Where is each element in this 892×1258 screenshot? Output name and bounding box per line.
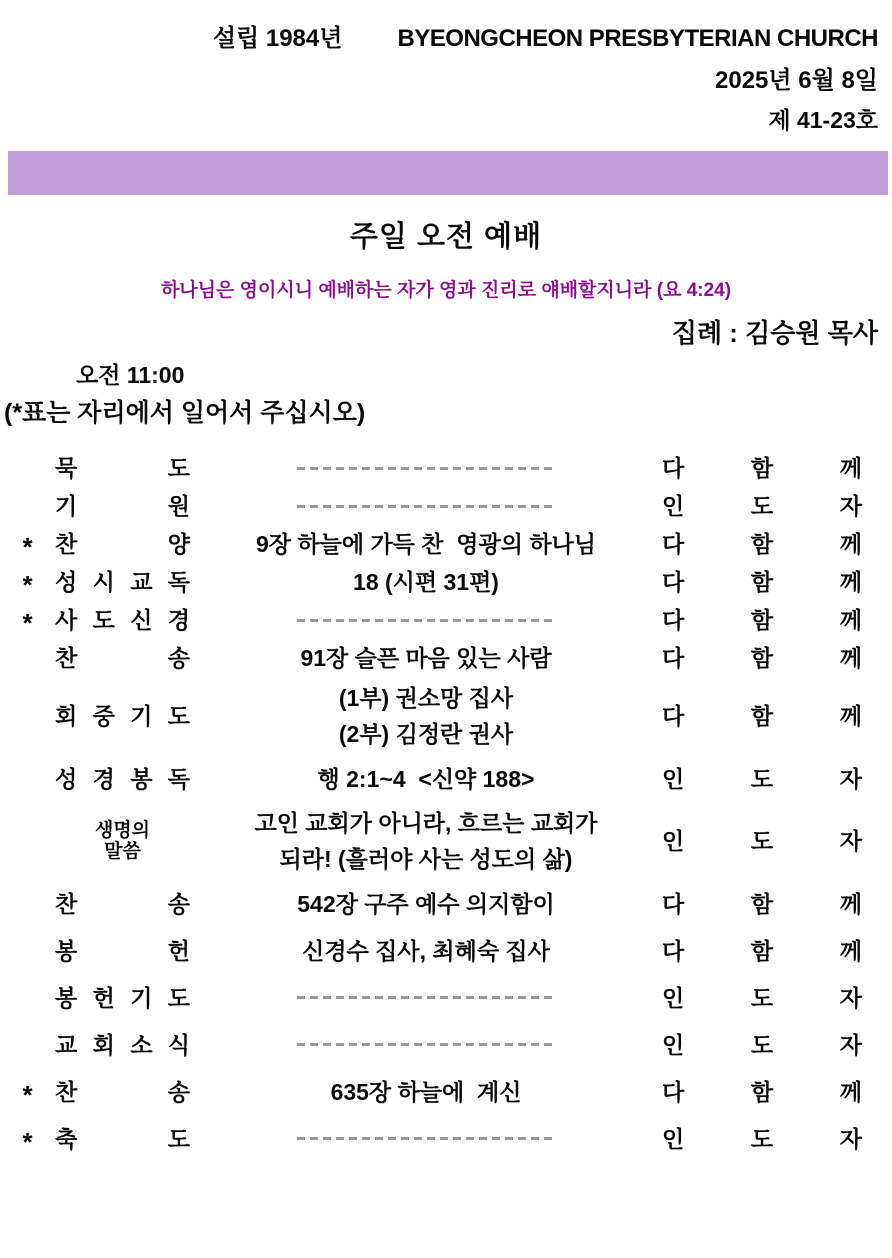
order-item-label bbox=[55, 1125, 190, 1153]
order-item-content bbox=[190, 805, 662, 877]
leader-char: 께 bbox=[839, 937, 862, 964]
leader-char: 자 bbox=[839, 1031, 862, 1058]
order-row bbox=[0, 1068, 892, 1115]
label-char: 회 bbox=[55, 703, 78, 729]
label-char: 시 bbox=[92, 569, 115, 595]
order-row bbox=[0, 487, 892, 525]
order-item-content bbox=[190, 933, 662, 969]
order-row bbox=[0, 1021, 892, 1068]
order-item-leader bbox=[662, 454, 862, 482]
order-row bbox=[0, 880, 892, 927]
order-item-label bbox=[55, 492, 190, 520]
label-char: 봉 bbox=[130, 765, 153, 792]
label-line: 생명의 bbox=[94, 820, 151, 841]
worship-order-table bbox=[0, 449, 892, 1162]
label-line bbox=[55, 765, 190, 793]
leader-char: 함 bbox=[750, 455, 774, 481]
order-item-leader bbox=[662, 606, 862, 634]
label-line: 말씀 bbox=[104, 841, 141, 862]
order-item-content bbox=[190, 886, 662, 922]
leader-char: 도 bbox=[750, 1031, 774, 1058]
label-char: 독 bbox=[167, 765, 190, 792]
order-item-content bbox=[190, 619, 662, 622]
label-char: 찬 bbox=[55, 890, 78, 917]
issue-date: 2025년 6월 8일 bbox=[715, 67, 878, 94]
order-item-label bbox=[55, 530, 190, 558]
label-char: 식 bbox=[167, 1031, 190, 1058]
leader-char: 자 bbox=[839, 1125, 862, 1152]
issue-number: 제 41-23호 bbox=[768, 107, 878, 133]
label-char: 도 bbox=[167, 984, 190, 1011]
stand-marker bbox=[0, 655, 55, 661]
stand-marker bbox=[0, 465, 55, 471]
order-item-leader bbox=[662, 702, 862, 730]
leader-char: 께 bbox=[839, 890, 862, 917]
order-item-label bbox=[55, 702, 190, 730]
order-item-leader bbox=[662, 492, 862, 520]
leader-char: 자 bbox=[839, 828, 862, 854]
label-char: 송 bbox=[167, 1078, 190, 1105]
order-row bbox=[0, 525, 892, 563]
label-char: 도 bbox=[167, 1125, 190, 1152]
content-line: 되라! (흘러야 사는 성도의 삶) bbox=[279, 846, 573, 872]
content-line: 542장 구주 예수 의지함이 bbox=[297, 890, 555, 917]
order-row bbox=[0, 974, 892, 1021]
order-item-leader bbox=[662, 827, 862, 855]
stand-marker: * bbox=[22, 1126, 33, 1157]
label-char: 교 bbox=[130, 569, 153, 595]
dashed-leader-line bbox=[297, 467, 555, 470]
leader-char: 도 bbox=[750, 984, 774, 1011]
label-char: 찬 bbox=[55, 531, 78, 557]
order-item-label bbox=[55, 454, 190, 482]
order-row bbox=[0, 755, 892, 802]
leader-char: 도 bbox=[750, 1125, 774, 1152]
label-line bbox=[55, 890, 190, 918]
order-item-leader bbox=[662, 984, 862, 1012]
order-item-content bbox=[190, 1043, 662, 1046]
stand-marker bbox=[0, 1042, 55, 1048]
order-row bbox=[0, 563, 892, 601]
label-line bbox=[55, 568, 190, 596]
leader-char: 함 bbox=[750, 937, 774, 964]
content-line: 18 (시편 31편) bbox=[353, 569, 499, 595]
leader-char: 다 bbox=[662, 703, 685, 729]
leader-char: 함 bbox=[750, 703, 774, 729]
label-char: 송 bbox=[167, 890, 190, 917]
order-row bbox=[0, 927, 892, 974]
stand-marker: * bbox=[22, 532, 33, 562]
order-item-leader bbox=[662, 568, 862, 596]
label-char: 원 bbox=[167, 493, 190, 519]
label-char: 독 bbox=[167, 569, 190, 595]
stand-note: (*표는 자리에서 일어서 주십시오) bbox=[4, 399, 366, 427]
order-item-content bbox=[190, 1137, 662, 1140]
order-item-content bbox=[190, 761, 662, 797]
leader-char: 도 bbox=[750, 828, 774, 854]
order-item-leader bbox=[662, 1125, 862, 1153]
label-char: 성 bbox=[55, 765, 78, 792]
order-row bbox=[0, 449, 892, 487]
order-item-leader bbox=[662, 765, 862, 793]
order-item-label bbox=[55, 1031, 190, 1059]
leader-char: 께 bbox=[839, 569, 862, 595]
leader-char: 도 bbox=[750, 765, 774, 792]
label-line bbox=[55, 984, 190, 1012]
order-item-content bbox=[190, 640, 662, 676]
order-item-label bbox=[55, 644, 190, 672]
label-line bbox=[55, 1125, 190, 1153]
order-item-leader bbox=[662, 1031, 862, 1059]
leader-char: 다 bbox=[662, 645, 685, 671]
label-char: 도 bbox=[92, 607, 115, 633]
leader-char: 인 bbox=[662, 493, 685, 519]
label-char: 송 bbox=[167, 645, 190, 671]
order-item-label bbox=[55, 937, 190, 965]
label-char: 사 bbox=[55, 607, 78, 633]
leader-char: 함 bbox=[750, 890, 774, 917]
header-line bbox=[0, 0, 892, 54]
stand-marker bbox=[0, 503, 55, 509]
order-item-label bbox=[55, 606, 190, 634]
leader-char: 자 bbox=[839, 765, 862, 792]
label-char: 찬 bbox=[55, 1078, 78, 1105]
label-char: 경 bbox=[92, 765, 115, 792]
order-item-content bbox=[190, 680, 662, 752]
label-char: 기 bbox=[55, 493, 78, 519]
label-char: 봉 bbox=[55, 937, 78, 964]
order-item-leader bbox=[662, 937, 862, 965]
label-char: 찬 bbox=[55, 645, 78, 671]
order-item-content bbox=[190, 467, 662, 470]
service-time: 오전 11:00 bbox=[76, 362, 185, 388]
order-item-label bbox=[55, 890, 190, 918]
established-year: 설립 1984년 bbox=[212, 25, 343, 52]
order-item-leader bbox=[662, 890, 862, 918]
stand-marker: * bbox=[22, 570, 33, 600]
stand-marker: * bbox=[22, 608, 33, 638]
stand-marker bbox=[0, 948, 55, 954]
leader-char: 다 bbox=[662, 531, 685, 557]
order-row bbox=[0, 802, 892, 880]
order-item-label bbox=[55, 765, 190, 793]
order-item-content bbox=[190, 564, 662, 600]
label-line bbox=[55, 702, 190, 730]
label-char: 묵 bbox=[55, 455, 78, 481]
stand-marker bbox=[0, 995, 55, 1001]
leader-char: 다 bbox=[662, 1078, 685, 1105]
leader-char: 자 bbox=[839, 984, 862, 1011]
content-line: 91장 슬픈 마음 있는 사람 bbox=[300, 645, 552, 671]
dashed-leader-line bbox=[297, 505, 555, 508]
content-line: (2부) 김정란 권사 bbox=[338, 721, 514, 747]
order-item-content bbox=[190, 526, 662, 562]
label-char: 양 bbox=[167, 531, 190, 557]
label-char: 교 bbox=[55, 1031, 78, 1058]
order-item-leader bbox=[662, 644, 862, 672]
stand-marker: * bbox=[22, 1079, 33, 1110]
label-line bbox=[55, 492, 190, 520]
label-line bbox=[55, 1078, 190, 1106]
leader-char: 께 bbox=[839, 607, 862, 633]
order-item-leader bbox=[662, 1078, 862, 1106]
label-char: 신 bbox=[130, 607, 153, 633]
leader-char: 함 bbox=[750, 645, 774, 671]
order-item-content bbox=[190, 505, 662, 508]
label-line bbox=[55, 606, 190, 634]
service-title: 주일 오전 예배 bbox=[349, 221, 543, 253]
leader-char: 께 bbox=[839, 645, 862, 671]
order-row bbox=[0, 601, 892, 639]
leader-char: 인 bbox=[662, 828, 685, 854]
order-item-label bbox=[55, 820, 190, 862]
label-char: 축 bbox=[55, 1125, 78, 1152]
label-char: 경 bbox=[167, 607, 190, 633]
leader-char: 다 bbox=[662, 569, 685, 595]
leader-char: 함 bbox=[750, 569, 774, 595]
label-char: 회 bbox=[92, 1031, 115, 1058]
label-line bbox=[55, 937, 190, 965]
stand-marker bbox=[0, 838, 55, 844]
leader-char: 께 bbox=[839, 455, 862, 481]
label-char: 중 bbox=[92, 703, 115, 729]
label-char: 봉 bbox=[55, 984, 78, 1011]
order-item-label bbox=[55, 1078, 190, 1106]
stand-marker bbox=[0, 776, 55, 782]
order-row bbox=[0, 1115, 892, 1162]
order-item-label bbox=[55, 568, 190, 596]
label-char: 기 bbox=[130, 703, 153, 729]
leader-char: 다 bbox=[662, 607, 685, 633]
dashed-leader-line bbox=[297, 619, 555, 622]
leader-char: 인 bbox=[662, 1031, 685, 1058]
order-item-content bbox=[190, 1074, 662, 1110]
content-line: 고인 교회가 아니라, 흐르는 교회가 bbox=[254, 810, 598, 836]
leader-char: 함 bbox=[750, 1078, 774, 1105]
leader-char: 함 bbox=[750, 531, 774, 557]
order-item-leader bbox=[662, 530, 862, 558]
leader-char: 함 bbox=[750, 607, 774, 633]
label-line bbox=[55, 530, 190, 558]
leader-char: 께 bbox=[839, 1078, 862, 1105]
church-name: BYEONGCHEON PRESBYTERIAN CHURCH bbox=[397, 25, 878, 52]
leader-char: 도 bbox=[750, 493, 774, 519]
leader-char: 인 bbox=[662, 1125, 685, 1152]
leader-char: 인 bbox=[662, 765, 685, 792]
label-char: 기 bbox=[130, 984, 153, 1011]
stand-marker bbox=[0, 901, 55, 907]
content-line: (1부) 권소망 집사 bbox=[338, 685, 514, 711]
label-line bbox=[55, 454, 190, 482]
content-line: 9장 하늘에 가득 찬 영광의 하나님 bbox=[256, 531, 596, 557]
leader-char: 께 bbox=[839, 531, 862, 557]
leader-char: 다 bbox=[662, 937, 685, 964]
dashed-leader-line bbox=[297, 1137, 555, 1140]
label-char: 소 bbox=[130, 1031, 153, 1058]
verse-text: 하나님은 영이시니 예배하는 자가 영과 진리로 얘배할지니라 (요 4:24) bbox=[160, 280, 732, 301]
content-line: 행 2:1~4 <신약 188> bbox=[317, 765, 535, 792]
dashed-leader-line bbox=[297, 1043, 555, 1046]
stand-marker bbox=[0, 713, 55, 719]
label-line bbox=[55, 644, 190, 672]
label-char: 헌 bbox=[92, 984, 115, 1011]
order-item-label bbox=[55, 984, 190, 1012]
order-row bbox=[0, 677, 892, 755]
label-char: 도 bbox=[167, 703, 190, 729]
label-line bbox=[55, 1031, 190, 1059]
label-char: 헌 bbox=[167, 937, 190, 964]
leader-char: 인 bbox=[662, 984, 685, 1011]
leader-char: 자 bbox=[839, 493, 862, 519]
order-row bbox=[0, 639, 892, 677]
leader-char: 다 bbox=[662, 455, 685, 481]
label-char: 성 bbox=[55, 569, 78, 595]
officiant: 집례 : 김승원 목사 bbox=[671, 318, 878, 348]
leader-char: 다 bbox=[662, 890, 685, 917]
leader-char: 께 bbox=[839, 703, 862, 729]
order-item-content bbox=[190, 996, 662, 999]
content-line: 신경수 집사, 최혜숙 집사 bbox=[302, 937, 550, 964]
content-line: 635장 하늘에 계신 bbox=[330, 1078, 522, 1105]
purple-banner bbox=[8, 151, 888, 195]
label-char: 도 bbox=[167, 455, 190, 481]
dashed-leader-line bbox=[297, 996, 555, 999]
